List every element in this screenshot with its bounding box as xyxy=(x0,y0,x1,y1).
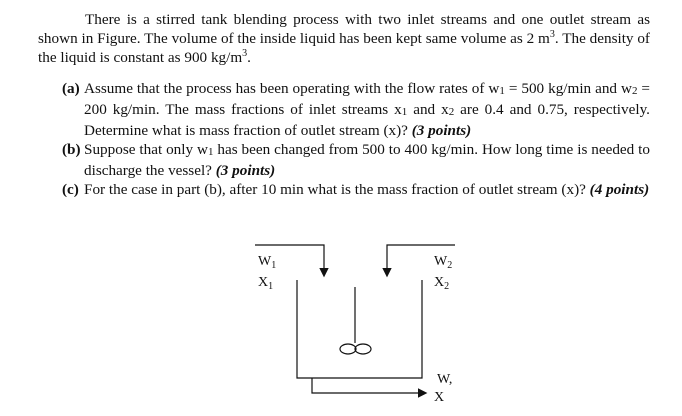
label-x2: $X_2$ xyxy=(434,275,450,292)
intro-line-3: density of the liquid is constant as 900 $kg/m^3$. xyxy=(38,30,650,66)
label-w-out: W, xyxy=(437,372,453,387)
question-c-label: (c) xyxy=(62,181,79,198)
intro-line-2: shown in Figure. The volume of the inside liquid has been kept same volume as 2 $m^3$. The xyxy=(38,28,586,47)
question-a: (a) Assume that the process has been operating with the flow rates of w1 = 500 kg/min and w2 = 200 kg/min. The mass fractions of inlet streams x1 and x2 are 0.4 and 0.75, respectively. Determine what is mass fraction of outlet stream (x)? (3 points) xyxy=(62,80,650,139)
question-b-label: (b) xyxy=(62,141,81,158)
question-a-label: (a) xyxy=(62,80,80,97)
intro-line-1: There is a stirred tank blending process with two inlet streams and one outlet stream as xyxy=(85,11,650,28)
label-x-out: X xyxy=(434,390,445,405)
tank-wall xyxy=(297,280,422,378)
question-a-points: (3 points) xyxy=(411,122,472,139)
outlet-pipe xyxy=(312,378,425,393)
question-c: (c) For the case in part (b), after 10 min what is the mass fraction of outlet stream (x)? (4 points) xyxy=(62,181,650,198)
label-w2: $W_2$ xyxy=(434,254,453,271)
question-b-points: (3 points) xyxy=(215,162,276,179)
question-b: (b) Suppose that only w1 has been changed from 500 to 400 kg/min. How long time is needed to discharge the vessel? (3 points) xyxy=(62,141,650,179)
label-x1: $X_1$ xyxy=(258,275,274,292)
stirrer-blade-left xyxy=(340,344,356,354)
question-c-points: (4 points) xyxy=(589,181,650,198)
stirrer-blade-right xyxy=(355,344,371,354)
label-w1: $W_1$ xyxy=(258,254,277,271)
